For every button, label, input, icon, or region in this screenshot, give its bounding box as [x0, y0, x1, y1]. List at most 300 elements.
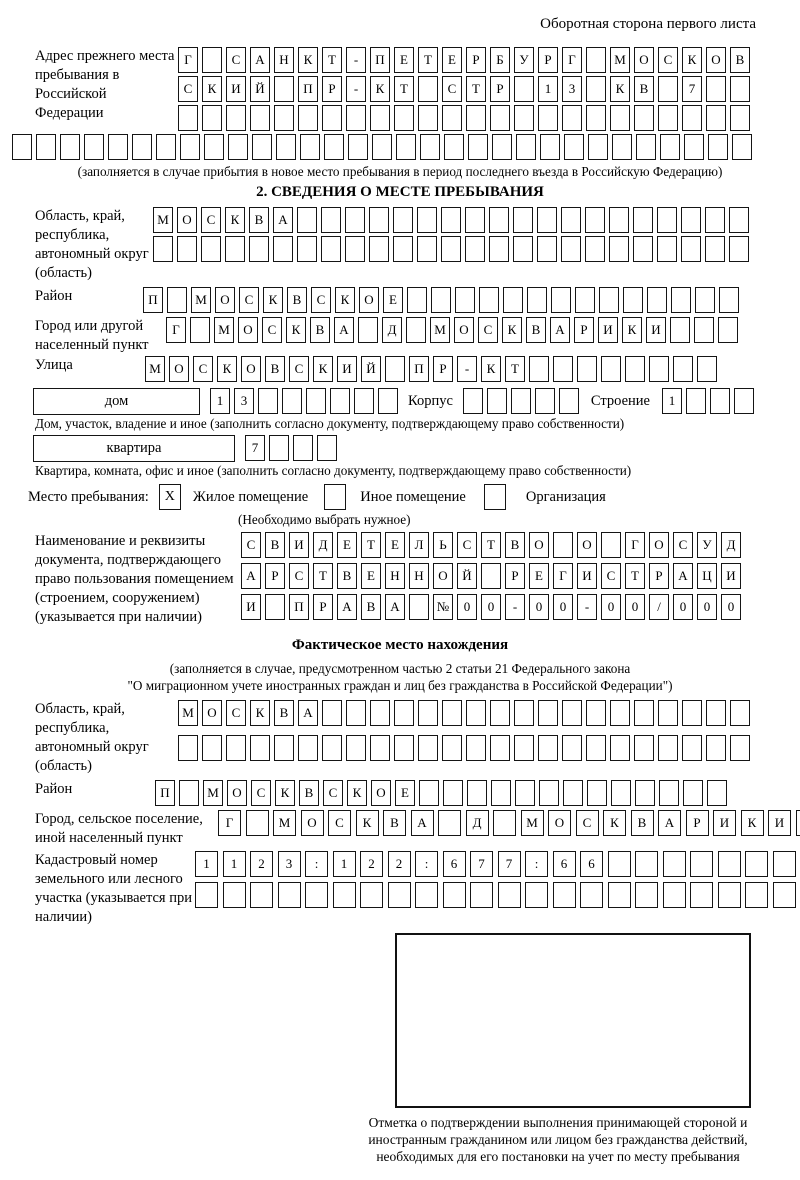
form-cell[interactable]: [322, 735, 342, 761]
form-cell[interactable]: М: [191, 287, 211, 313]
form-cell[interactable]: С: [241, 532, 261, 558]
form-cell[interactable]: Т: [394, 76, 414, 102]
form-cell[interactable]: К: [217, 356, 237, 382]
form-cell[interactable]: П: [370, 47, 390, 73]
form-cell[interactable]: [442, 735, 462, 761]
form-cell[interactable]: [610, 105, 630, 131]
form-cell[interactable]: К: [298, 47, 318, 73]
form-cell[interactable]: [385, 356, 405, 382]
form-cell[interactable]: [202, 105, 222, 131]
form-cell[interactable]: [345, 207, 365, 233]
form-cell[interactable]: [695, 287, 715, 313]
form-cell[interactable]: В: [265, 532, 285, 558]
form-cell[interactable]: [84, 134, 104, 160]
form-cell[interactable]: 0: [553, 594, 573, 620]
form-cell[interactable]: С: [442, 76, 462, 102]
form-cell[interactable]: -: [457, 356, 477, 382]
stay-option-organization-checkbox[interactable]: [484, 484, 506, 510]
form-cell[interactable]: 3: [278, 851, 301, 877]
form-cell[interactable]: М: [203, 780, 223, 806]
form-cell[interactable]: Н: [274, 47, 294, 73]
form-cell[interactable]: М: [214, 317, 234, 343]
form-cell[interactable]: 0: [457, 594, 477, 620]
form-cell[interactable]: У: [514, 47, 534, 73]
form-cell[interactable]: [330, 388, 350, 414]
form-cell[interactable]: В: [287, 287, 307, 313]
form-cell[interactable]: [718, 882, 741, 908]
form-cell[interactable]: [348, 134, 368, 160]
form-cell[interactable]: 0: [529, 594, 549, 620]
form-cell[interactable]: [625, 356, 645, 382]
form-cell[interactable]: К: [502, 317, 522, 343]
form-cell[interactable]: Т: [313, 563, 333, 589]
form-cell[interactable]: О: [649, 532, 669, 558]
form-cell[interactable]: [321, 207, 341, 233]
form-cell[interactable]: Н: [385, 563, 405, 589]
form-cell[interactable]: И: [721, 563, 741, 589]
form-cell[interactable]: [274, 735, 294, 761]
form-cell[interactable]: К: [356, 810, 379, 836]
form-cell[interactable]: [561, 207, 581, 233]
form-cell[interactable]: С: [226, 700, 246, 726]
form-cell[interactable]: [322, 105, 342, 131]
form-cell[interactable]: [708, 134, 728, 160]
form-cell[interactable]: [635, 882, 658, 908]
form-cell[interactable]: [734, 388, 754, 414]
form-cell[interactable]: [729, 236, 749, 262]
form-cell[interactable]: В: [274, 700, 294, 726]
form-cell[interactable]: В: [249, 207, 269, 233]
form-cell[interactable]: [538, 105, 558, 131]
form-cell[interactable]: О: [371, 780, 391, 806]
form-cell[interactable]: [690, 851, 713, 877]
form-cell[interactable]: И: [289, 532, 309, 558]
form-cell[interactable]: [407, 287, 427, 313]
form-cell[interactable]: А: [337, 594, 357, 620]
form-cell[interactable]: О: [577, 532, 597, 558]
form-cell[interactable]: К: [202, 76, 222, 102]
form-cell[interactable]: С: [673, 532, 693, 558]
form-cell[interactable]: [406, 317, 426, 343]
form-cell[interactable]: [60, 134, 80, 160]
form-cell[interactable]: [586, 105, 606, 131]
form-cell[interactable]: [346, 735, 366, 761]
form-cell[interactable]: [132, 134, 152, 160]
form-cell[interactable]: [487, 388, 507, 414]
form-cell[interactable]: 1: [333, 851, 356, 877]
form-cell[interactable]: И: [226, 76, 246, 102]
form-cell[interactable]: А: [550, 317, 570, 343]
form-cell[interactable]: Р: [649, 563, 669, 589]
form-cell[interactable]: К: [275, 780, 295, 806]
form-cell[interactable]: К: [610, 76, 630, 102]
form-cell[interactable]: 6: [553, 851, 576, 877]
form-cell[interactable]: [706, 700, 726, 726]
form-cell[interactable]: М: [521, 810, 544, 836]
form-cell[interactable]: И: [768, 810, 791, 836]
form-cell[interactable]: [226, 735, 246, 761]
form-cell[interactable]: [354, 388, 374, 414]
house-type-box[interactable]: дом: [33, 388, 200, 415]
form-cell[interactable]: -: [505, 594, 525, 620]
form-cell[interactable]: [273, 236, 293, 262]
form-cell[interactable]: А: [658, 810, 681, 836]
form-cell[interactable]: [673, 356, 693, 382]
form-cell[interactable]: 1: [662, 388, 682, 414]
form-cell[interactable]: Н: [409, 563, 429, 589]
form-cell[interactable]: Д: [466, 810, 489, 836]
form-cell[interactable]: [202, 47, 222, 73]
form-cell[interactable]: [466, 735, 486, 761]
form-cell[interactable]: [586, 700, 606, 726]
form-cell[interactable]: [388, 882, 411, 908]
form-cell[interactable]: [156, 134, 176, 160]
form-cell[interactable]: [226, 105, 246, 131]
form-cell[interactable]: [297, 207, 317, 233]
form-cell[interactable]: О: [238, 317, 258, 343]
form-cell[interactable]: [202, 735, 222, 761]
form-cell[interactable]: [418, 76, 438, 102]
form-cell[interactable]: [442, 105, 462, 131]
form-cell[interactable]: [705, 236, 725, 262]
form-cell[interactable]: [489, 236, 509, 262]
form-cell[interactable]: С: [478, 317, 498, 343]
form-cell[interactable]: К: [335, 287, 355, 313]
form-cell[interactable]: С: [328, 810, 351, 836]
form-cell[interactable]: [694, 317, 714, 343]
form-cell[interactable]: [396, 134, 416, 160]
form-cell[interactable]: В: [634, 76, 654, 102]
form-cell[interactable]: [706, 735, 726, 761]
form-cell[interactable]: [683, 780, 703, 806]
form-cell[interactable]: [657, 207, 677, 233]
form-cell[interactable]: И: [337, 356, 357, 382]
form-cell[interactable]: [682, 735, 702, 761]
form-cell[interactable]: Т: [481, 532, 501, 558]
form-cell[interactable]: [306, 388, 326, 414]
form-cell[interactable]: [468, 134, 488, 160]
form-cell[interactable]: Й: [457, 563, 477, 589]
form-cell[interactable]: П: [289, 594, 309, 620]
form-cell[interactable]: [324, 134, 344, 160]
form-cell[interactable]: В: [505, 532, 525, 558]
form-cell[interactable]: [706, 76, 726, 102]
form-cell[interactable]: И: [646, 317, 666, 343]
form-cell[interactable]: Р: [466, 47, 486, 73]
form-cell[interactable]: С: [289, 356, 309, 382]
form-cell[interactable]: [417, 207, 437, 233]
form-cell[interactable]: [300, 134, 320, 160]
form-cell[interactable]: [551, 287, 571, 313]
form-cell[interactable]: Т: [361, 532, 381, 558]
form-cell[interactable]: 7: [682, 76, 702, 102]
form-cell[interactable]: Т: [322, 47, 342, 73]
form-cell[interactable]: [369, 207, 389, 233]
form-cell[interactable]: Е: [529, 563, 549, 589]
form-cell[interactable]: [278, 882, 301, 908]
form-cell[interactable]: К: [250, 700, 270, 726]
form-cell[interactable]: [681, 236, 701, 262]
form-cell[interactable]: И: [241, 594, 261, 620]
form-cell[interactable]: /: [649, 594, 669, 620]
form-cell[interactable]: А: [241, 563, 261, 589]
form-cell[interactable]: [177, 236, 197, 262]
form-cell[interactable]: Е: [337, 532, 357, 558]
form-cell[interactable]: [707, 780, 727, 806]
form-cell[interactable]: 0: [697, 594, 717, 620]
form-cell[interactable]: [36, 134, 56, 160]
form-cell[interactable]: К: [263, 287, 283, 313]
form-cell[interactable]: [745, 851, 768, 877]
form-cell[interactable]: Й: [250, 76, 270, 102]
form-cell[interactable]: К: [481, 356, 501, 382]
form-cell[interactable]: [466, 105, 486, 131]
form-cell[interactable]: [269, 435, 289, 461]
form-cell[interactable]: [444, 134, 464, 160]
form-cell[interactable]: [443, 780, 463, 806]
form-cell[interactable]: А: [298, 700, 318, 726]
form-cell[interactable]: [773, 851, 796, 877]
form-cell[interactable]: Р: [538, 47, 558, 73]
form-cell[interactable]: [635, 780, 655, 806]
form-cell[interactable]: С: [311, 287, 331, 313]
form-cell[interactable]: [690, 882, 713, 908]
form-cell[interactable]: [623, 287, 643, 313]
form-cell[interactable]: [658, 700, 678, 726]
form-cell[interactable]: Г: [625, 532, 645, 558]
form-cell[interactable]: 1: [538, 76, 558, 102]
form-cell[interactable]: [394, 735, 414, 761]
form-cell[interactable]: [419, 780, 439, 806]
form-cell[interactable]: [346, 105, 366, 131]
form-cell[interactable]: -: [346, 47, 366, 73]
form-cell[interactable]: М: [273, 810, 296, 836]
form-cell[interactable]: Й: [361, 356, 381, 382]
form-cell[interactable]: [393, 207, 413, 233]
form-cell[interactable]: [609, 236, 629, 262]
form-cell[interactable]: [586, 47, 606, 73]
form-cell[interactable]: К: [603, 810, 626, 836]
form-cell[interactable]: [647, 287, 667, 313]
form-cell[interactable]: [586, 76, 606, 102]
form-cell[interactable]: О: [454, 317, 474, 343]
form-cell[interactable]: [503, 287, 523, 313]
apartment-type-box[interactable]: квартира: [33, 435, 235, 462]
form-cell[interactable]: [153, 236, 173, 262]
form-cell[interactable]: [438, 810, 461, 836]
form-cell[interactable]: О: [301, 810, 324, 836]
form-cell[interactable]: [601, 356, 621, 382]
form-cell[interactable]: [417, 236, 437, 262]
form-cell[interactable]: [514, 735, 534, 761]
form-cell[interactable]: [178, 105, 198, 131]
form-cell[interactable]: [276, 134, 296, 160]
form-cell[interactable]: [608, 882, 631, 908]
form-cell[interactable]: [705, 207, 725, 233]
form-cell[interactable]: [489, 207, 509, 233]
form-cell[interactable]: [420, 134, 440, 160]
form-cell[interactable]: [659, 780, 679, 806]
form-cell[interactable]: [228, 134, 248, 160]
form-cell[interactable]: О: [359, 287, 379, 313]
form-cell[interactable]: [455, 287, 475, 313]
form-cell[interactable]: [745, 882, 768, 908]
form-cell[interactable]: О: [215, 287, 235, 313]
form-cell[interactable]: С: [457, 532, 477, 558]
form-cell[interactable]: [378, 388, 398, 414]
form-cell[interactable]: [490, 735, 510, 761]
form-cell[interactable]: [718, 317, 738, 343]
form-cell[interactable]: [490, 700, 510, 726]
form-cell[interactable]: [608, 851, 631, 877]
form-cell[interactable]: [305, 882, 328, 908]
form-cell[interactable]: [612, 134, 632, 160]
form-cell[interactable]: Е: [361, 563, 381, 589]
form-cell[interactable]: [493, 810, 516, 836]
form-cell[interactable]: [345, 236, 365, 262]
form-cell[interactable]: [529, 356, 549, 382]
form-cell[interactable]: [658, 76, 678, 102]
form-cell[interactable]: [537, 236, 557, 262]
form-cell[interactable]: В: [526, 317, 546, 343]
form-cell[interactable]: В: [337, 563, 357, 589]
form-cell[interactable]: [441, 207, 461, 233]
form-cell[interactable]: А: [334, 317, 354, 343]
form-cell[interactable]: 0: [721, 594, 741, 620]
form-cell[interactable]: [730, 735, 750, 761]
form-cell[interactable]: В: [730, 47, 750, 73]
form-cell[interactable]: [697, 356, 717, 382]
form-cell[interactable]: [463, 388, 483, 414]
form-cell[interactable]: [562, 105, 582, 131]
form-cell[interactable]: [12, 134, 32, 160]
form-cell[interactable]: С: [193, 356, 213, 382]
form-cell[interactable]: [409, 594, 429, 620]
form-cell[interactable]: [553, 532, 573, 558]
form-cell[interactable]: С: [576, 810, 599, 836]
form-cell[interactable]: [611, 780, 631, 806]
form-cell[interactable]: Р: [686, 810, 709, 836]
form-cell[interactable]: 0: [481, 594, 501, 620]
form-cell[interactable]: [418, 700, 438, 726]
form-cell[interactable]: [443, 882, 466, 908]
form-cell[interactable]: [562, 735, 582, 761]
form-cell[interactable]: 2: [250, 851, 273, 877]
form-cell[interactable]: [498, 882, 521, 908]
form-cell[interactable]: [585, 207, 605, 233]
form-cell[interactable]: [431, 287, 451, 313]
form-cell[interactable]: [710, 388, 730, 414]
form-cell[interactable]: О: [177, 207, 197, 233]
form-cell[interactable]: [274, 105, 294, 131]
form-cell[interactable]: М: [610, 47, 630, 73]
form-cell[interactable]: П: [409, 356, 429, 382]
form-cell[interactable]: Д: [313, 532, 333, 558]
form-cell[interactable]: [730, 105, 750, 131]
form-cell[interactable]: [660, 134, 680, 160]
form-cell[interactable]: М: [178, 700, 198, 726]
form-cell[interactable]: В: [299, 780, 319, 806]
form-cell[interactable]: [610, 700, 630, 726]
form-cell[interactable]: О: [433, 563, 453, 589]
form-cell[interactable]: [465, 207, 485, 233]
form-cell[interactable]: [370, 735, 390, 761]
form-cell[interactable]: А: [250, 47, 270, 73]
form-cell[interactable]: Ц: [697, 563, 717, 589]
form-cell[interactable]: [258, 388, 278, 414]
form-cell[interactable]: [540, 134, 560, 160]
form-cell[interactable]: К: [682, 47, 702, 73]
form-cell[interactable]: С: [262, 317, 282, 343]
form-cell[interactable]: А: [673, 563, 693, 589]
form-cell[interactable]: [246, 810, 269, 836]
form-cell[interactable]: [684, 134, 704, 160]
form-cell[interactable]: [730, 700, 750, 726]
form-cell[interactable]: Д: [382, 317, 402, 343]
form-cell[interactable]: [553, 882, 576, 908]
form-cell[interactable]: [564, 134, 584, 160]
form-cell[interactable]: [682, 700, 702, 726]
form-cell[interactable]: [394, 105, 414, 131]
form-cell[interactable]: [535, 388, 555, 414]
form-cell[interactable]: 3: [234, 388, 254, 414]
form-cell[interactable]: [297, 236, 317, 262]
form-cell[interactable]: [634, 735, 654, 761]
form-cell[interactable]: 7: [498, 851, 521, 877]
form-cell[interactable]: [481, 563, 501, 589]
form-cell[interactable]: [293, 435, 313, 461]
form-cell[interactable]: 1: [195, 851, 218, 877]
form-cell[interactable]: [415, 882, 438, 908]
form-cell[interactable]: [249, 236, 269, 262]
form-cell[interactable]: [514, 105, 534, 131]
form-cell[interactable]: 1: [223, 851, 246, 877]
form-cell[interactable]: А: [411, 810, 434, 836]
form-cell[interactable]: 6: [580, 851, 603, 877]
form-cell[interactable]: [369, 236, 389, 262]
form-cell[interactable]: К: [370, 76, 390, 102]
form-cell[interactable]: [670, 317, 690, 343]
form-cell[interactable]: [609, 207, 629, 233]
form-cell[interactable]: [442, 700, 462, 726]
form-cell[interactable]: Т: [505, 356, 525, 382]
form-cell[interactable]: [514, 76, 534, 102]
stay-option-other-checkbox[interactable]: [324, 484, 346, 510]
form-cell[interactable]: А: [385, 594, 405, 620]
form-cell[interactable]: 2: [360, 851, 383, 877]
form-cell[interactable]: [418, 735, 438, 761]
form-cell[interactable]: [167, 287, 187, 313]
form-cell[interactable]: П: [143, 287, 163, 313]
form-cell[interactable]: [470, 882, 493, 908]
form-cell[interactable]: Г: [553, 563, 573, 589]
form-cell[interactable]: 3: [562, 76, 582, 102]
form-cell[interactable]: К: [622, 317, 642, 343]
form-cell[interactable]: [298, 735, 318, 761]
form-cell[interactable]: [108, 134, 128, 160]
form-cell[interactable]: 6: [443, 851, 466, 877]
form-cell[interactable]: С: [251, 780, 271, 806]
form-cell[interactable]: [514, 700, 534, 726]
form-cell[interactable]: [195, 882, 218, 908]
form-cell[interactable]: [575, 287, 595, 313]
form-cell[interactable]: К: [286, 317, 306, 343]
form-cell[interactable]: [490, 105, 510, 131]
form-cell[interactable]: [394, 700, 414, 726]
form-cell[interactable]: Р: [313, 594, 333, 620]
form-cell[interactable]: Р: [490, 76, 510, 102]
form-cell[interactable]: Г: [218, 810, 241, 836]
